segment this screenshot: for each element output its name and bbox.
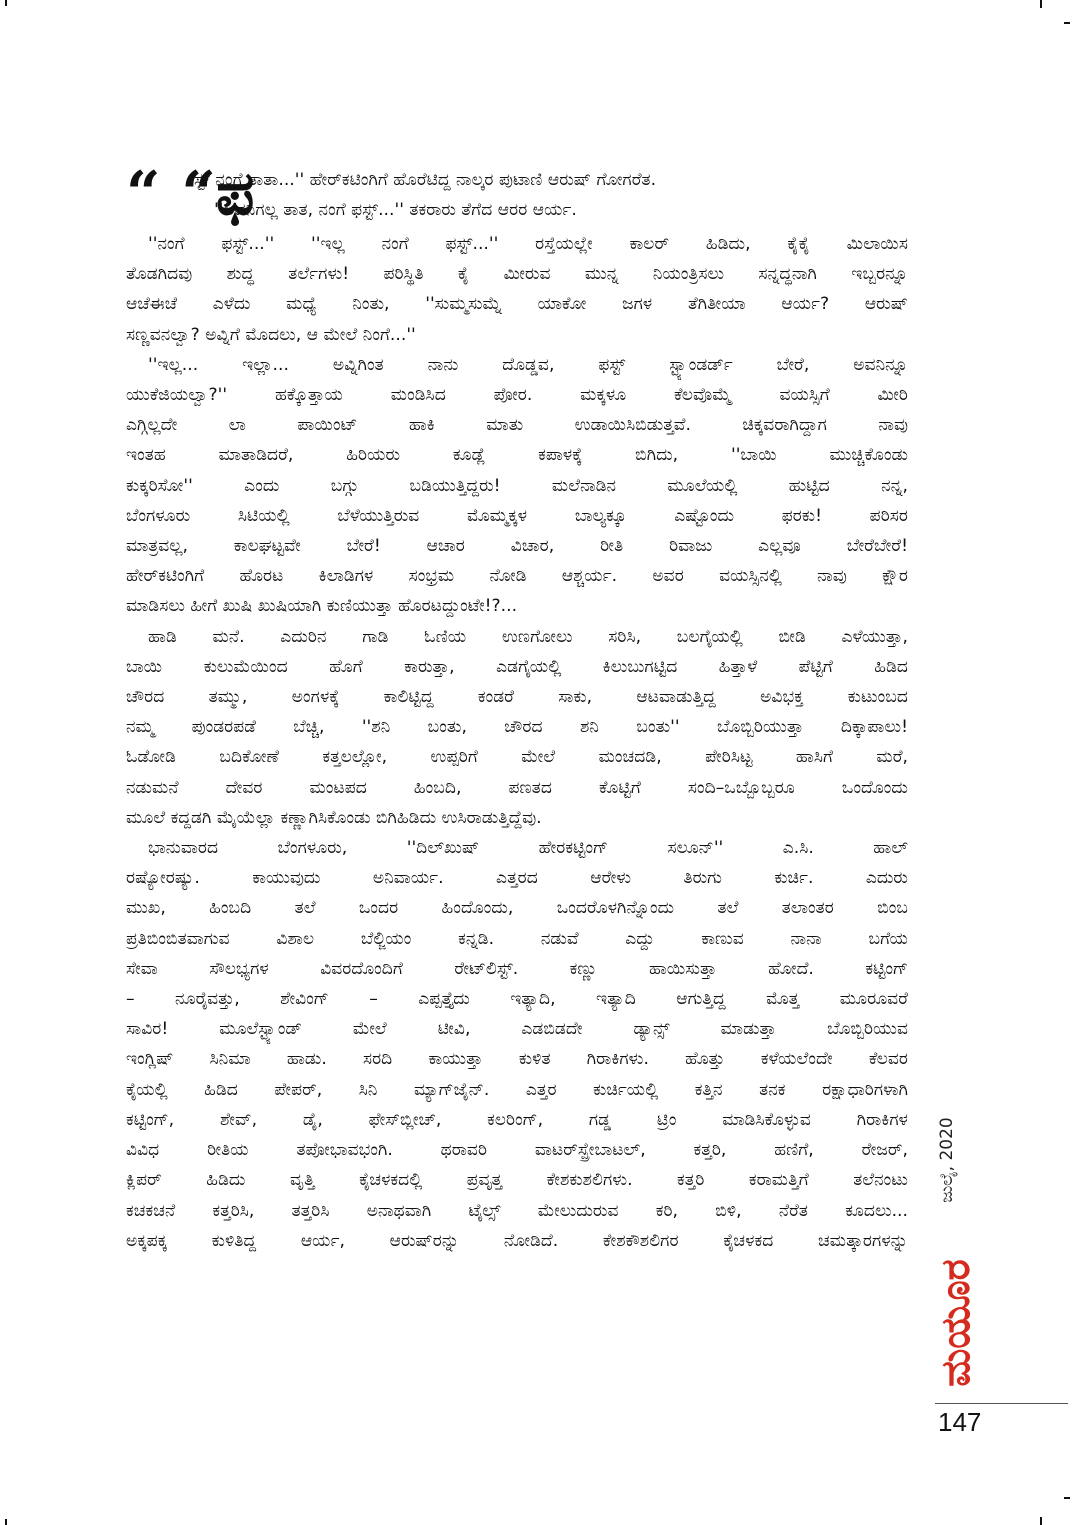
text-line: ಅಕ್ಕಪಕ್ಕ ಕುಳಿತಿದ್ದ ಆರ್ಯ, ಆರುಷ್‌ರನ್ನು ನೋಡಿದೆ. ಕೇಶಕೌಶಲಿಗರ ಕೈಚಳಕದ ಚಮತ್ಕಾರಗಳನ್ನು <box>126 1230 908 1251</box>
text-line: ಸೇವಾ ಸೌಲಭ್ಯಗಳ ವಿವರದೊಂದಿಗೆ ರೇಟ್‌ಲಿಸ್ಟ್. ಕಣ್ಣು ಹಾಯಿಸುತ್ತಾ ಹೋದೆ. ಕಟ್ಟಿಂಗ್ <box>126 958 908 979</box>
paragraph-2 <box>126 350 908 622</box>
text-line: ಕುಕ್ಕರಿಸೋ'' ಎಂದು ಬಗ್ಗು ಬಡಿಯುತ್ತಿದ್ದರು! ಮಲೆನಾಡಿನ ಮೂಲೆಯಲ್ಲಿ ಹುಟ್ಟಿದ ನನ್ನ, <box>126 475 908 496</box>
text-line: ಬಾಯಿ ಕುಲುಮೆಯಿಂದ ಹೊಗೆ ಕಾರುತ್ತಾ, ಎಡಗೈಯಲ್ಲಿ ಕಿಲುಬುಗಟ್ಟಿದ ಹಿತ್ತಾಳೆ ಪೆಟ್ಟಿಗೆ ಹಿಡಿದ <box>126 656 908 677</box>
text-line: ಎಗ್ಗಿಲ್ಲದೇ ಲಾ ಪಾಯಿಂಟ್ ಹಾಕಿ ಮಾತು ಉಡಾಯಿಸಿಬಿಡುತ್ತವೆ. ಚಿಕ್ಕವರಾಗಿದ್ದಾಗ ನಾವು <box>126 415 908 436</box>
text-line: ಆಚೆಈಚೆ ಎಳೆದು ಮಧ್ಯೆ ನಿಂತು, ''ಸುಮ್ಮಸುಮ್ನೆ ಯಾಕೋ ಜಗಳ ತೆಗಿತೀಯಾ ಆರ್ಯ? ಆರುಷ್ <box>126 294 908 315</box>
text-line: ಇಂಗ್ಲಿಷ್ ಸಿನಿಮಾ ಹಾಡು. ಸರದಿ ಕಾಯುತ್ತಾ ಕುಳಿತ ಗಿರಾಕಿಗಳು. ಹೊತ್ತು ಕಳೆಯಲೆಂದೇ ಕೆಲವರ <box>126 1049 908 1070</box>
text-line: ಹಾಡಿ ಮನೆ. ಎದುರಿನ ಗಾಡಿ ಓಣಿಯ ಉಣಗೋಲು ಸರಿಸಿ, ಬಲಗೈಯಲ್ಲಿ ಬೀಡಿ ಎಳೆಯುತ್ತಾ, <box>148 626 908 647</box>
crop-mark-top-left <box>5 0 7 6</box>
issue-date <box>932 1100 962 1220</box>
text-line: ಪ್ರತಿಬಿಂಬಿತವಾಗುವ ವಿಶಾಲ ಬೆಲ್ಜಿಯಂ ಕನ್ನಡಿ. ನಡುವೆ ಎದ್ದು ಕಾಣುವ ನಾನಾ ಬಗೆಯ <box>126 928 908 949</box>
magazine-logo-text: ಮಯೂರ <box>933 1259 979 1387</box>
crop-mark-top-right <box>1040 0 1042 8</box>
text-line: ಸಾವಿರ! ಮೂಲೆಸ್ಟ್ಯಾಂಡ್ ಮೇಲೆ ಟೀವಿ, ಎಡಬಿಡದೇ ಡ್ಯಾನ್ಸ್ ಮಾಡುತ್ತಾ ಬೊಬ್ಬಿರಿಯುವ <box>126 1019 908 1040</box>
text-line: ಹೇರ್‌ಕಟಿಂಗಿಗೆ ಹೊರಟ ಕಿಲಾಡಿಗಳ ಸಂಭ್ರಮ ನೋಡಿ ಆಶ್ಚರ್ಯ. ಅವರ ವಯಸ್ಸಿನಲ್ಲಿ ನಾವು ಕ್ಷೌರ <box>126 566 908 587</box>
article-body <box>126 159 908 1256</box>
opening-lines <box>126 159 908 229</box>
text-line: ಕೈಯಲ್ಲಿ ಹಿಡಿದ ಪೇಪರ್, ಸಿನಿ ಮ್ಯಾಗ್‌ಜೈನ್. ಎತ್ತರ ಕುರ್ಚಿಯಲ್ಲಿ ಕತ್ತಿನ ತನಕ ರಕ್ಷಾಧಾರಿಗಳಾಗಿ <box>126 1079 908 1100</box>
text-line: ತೊಡಗಿದವು ಶುದ್ಧ ತರ್ಲೆಗಳು! ಪರಿಸ್ಥಿತಿ ಕೈ ಮೀರುವ ಮುನ್ನ ನಿಯಂತ್ರಿಸಲು ಸನ್ನದ್ಧನಾಗಿ ಇಬ್ಬರನ್ನೂ <box>126 264 908 285</box>
opening-line-2: ''ಅವನಿಗಲ್ಲ ತಾತ, ನಂಗೆ ಫಸ್ಟ್...'' ತಕರಾರು ತೆಗೆದ ಆರರ ಆರ್ಯ. <box>214 200 577 221</box>
text-line: ನಡುಮನೆ ದೇವರ ಮಂಟಪದ ಹಿಂಬದಿ, ಪಣತದ ಕೊಟ್ಟಿಗೆ ಸಂದಿ–ಒಬ್ಬೊಬ್ಬರೂ ಒಂದೊಂದು <box>126 777 908 798</box>
text-line: ಕ್ಲಿಪರ್ ಹಿಡಿದು ವೃತ್ತಿ ಕೈಚಳಕದಲ್ಲಿ ಪ್ರವೃತ್ತ ಕೇಶಕುಶಲಿಗಳು. ಕತ್ತರಿ ಕರಾಮತ್ತಿಗೆ ತಲೆನಂಟು <box>126 1170 908 1191</box>
crop-mark-bottom-left <box>5 1519 7 1525</box>
text-line: ಕಚಕಚನೆ ಕತ್ತರಿಸಿ, ತತ್ತರಿಸಿ ಅನಾಥವಾಗಿ ಟೈಲ್ಸ್ ಮೇಲುದುರುವ ಕರಿ, ಬಿಳಿ, ನೆರೆತ ಕೂದಲು... <box>126 1200 908 1221</box>
text-line: ಸಣ್ಣವನಲ್ವಾ? ಅವ್ನಿಗೆ ಮೊದಲು, ಆ ಮೇಲೆ ನಿಂಗೆ...'' <box>126 324 416 345</box>
paragraph-1 <box>126 229 908 350</box>
text-line: ಇಂತಹ ಮಾತಾಡಿದರೆ, ಹಿರಿಯರು ಕೂಡ್ಲೆ ಕಪಾಳಕ್ಕೆ ಬಿಗಿದು, ''ಬಾಯಿ ಮುಚ್ಚಿಕೊಂಡು <box>126 445 908 466</box>
paragraph-4 <box>126 833 908 1256</box>
text-line: ಕಟ್ಟಿಂಗ್, ಶೇವ್, ಡೈ, ಫೇಸ್‌ಬ್ಲೀಚ್, ಕಲರಿಂಗ್, ಗಡ್ಡ ಟ್ರಿಂ ಮಾಡಿಸಿಕೊಳ್ಳುವ ಗಿರಾಕಿಗಳ <box>126 1109 908 1130</box>
opening-line-1: ಸ್ಟ್ ನಂಗೆ ತಾತಾ...'' ಹೇರ್‌ಕಟಿಂಗಿಗೆ ಹೊರೆಟಿದ್ದ ನಾಲ್ಕರ ಪುಟಾಣಿ ಆರುಷ್ ಗೋಗರೆತ. <box>194 170 657 190</box>
text-line: ಭಾನುವಾರದ ಬೆಂಗಳೂರು, ''ದಿಲ್‌ಖುಷ್ ಹೇರಕಟ್ಟಿಂಗ್ ಸಲೂನ್'' ಎ.ಸಿ. ಹಾಲ್ <box>148 838 908 859</box>
text-line: – ನೂರೈವತ್ತು, ಶೇವಿಂಗ್ – ಎಪ್ಪತ್ತೈದು ಇತ್ಯಾದಿ, ಇತ್ಯಾದಿ ಆಗುತ್ತಿದ್ದ ಮೊತ್ತ ಮೂರೂವರೆ <box>126 989 908 1010</box>
paragraph-3 <box>126 622 908 833</box>
text-line: ''ಇಲ್ಲ... ಇಲ್ಲಾ... ಅವ್ನಿಗಿಂತ ನಾನು ದೊಡ್ಡವ, ಫಸ್ಟ್ ಸ್ಟ್ಯಾಂಡರ್ಡ್ ಬೇರೆ, ಅವನಿನ್ನೂ <box>148 354 908 375</box>
text-line: ಮೂಲೆ ಕದ್ದಡಗಿ ಮೈಯೆಲ್ಲಾ ಕಣ್ಣಾಗಿಸಿಕೊಂಡು ಬಿಗಿಹಿಡಿದು ಉಸಿರಾಡುತ್ತಿದ್ದೆವು. <box>126 807 542 828</box>
text-line: ಮಾಡಿಸಲು ಹೀಗೆ ಖುಷಿ ಖುಷಿಯಾಗಿ ಕುಣಿಯುತ್ತಾ ಹೊರಟದ್ದುಂಟೇ!?... <box>126 596 518 617</box>
text-line: ಓಡೋಡಿ ಬದಿಕೋಣೆ ಕತ್ತಲಲ್ಲೋ, ಉಪ್ಪರಿಗೆ ಮೇಲೆ ಮಂಚದಡಿ, ಪೇರಿಸಿಟ್ಟ ಹಾಸಿಗೆ ಮರೆ, <box>126 747 908 768</box>
page-number: 147 <box>938 1407 982 1437</box>
issue-date-text: ಜುಲೈ, 2020 <box>937 1117 957 1203</box>
crop-mark-right-bottom <box>1064 1497 1070 1499</box>
text-line: ಬೆಂಗಳೂರು ಸಿಟಿಯಲ್ಲಿ ಬೆಳೆಯುತ್ತಿರುವ ಮೊಮ್ಮಕ್ಕಳ ಬಾಲ್ಯಕ್ಕೂ ಎಷ್ಟೊಂದು ಫರಕು! ಪರಿಸರ <box>126 505 908 526</box>
text-line: ಚೌರದ ತಮ್ಮು, ಅಂಗಳಕ್ಕೆ ಕಾಲಿಟ್ಟಿದ್ದ ಕಂಡರೆ ಸಾಕು, ಆಟವಾಡುತ್ತಿದ್ದ ಅವಿಭಕ್ತ ಕುಟುಂಬದ <box>126 687 908 708</box>
text-line: ಮಾತ್ರವಲ್ಲ, ಕಾಲಘಟ್ಟವೇ ಬೇರೆ! ಆಚಾರ ವಿಚಾರ, ರೀತಿ ರಿವಾಜು ಎಲ್ಲವೂ ಬೇರೆಬೇರೆ! <box>126 536 908 557</box>
text-line: ವಿವಿಧ ರೀತಿಯ ತಪೋಭಾವಭಂಗಿ. ಥರಾವರಿ ವಾಟರ್‌ಸ್ಪ್ರೇಬಾಟಲ್, ಕತ್ತರಿ, ಹಣಿಗೆ, ರೇಜರ್, <box>126 1140 908 1161</box>
text-line: ನಮ್ಮ ಪುಂಡರಪಡೆ ಬೆಚ್ಚಿ, ''ಶನಿ ಬಂತು, ಚೌರದ ಶನಿ ಬಂತು'' ಬೊಬ್ಬಿರಿಯುತ್ತಾ ದಿಕ್ಕಾಪಾಲು! <box>126 717 908 738</box>
drop-cap: “ “ಫ <box>126 159 255 229</box>
text-line: ರಷ್ಯೋರಷ್ಯು. ಕಾಯುವುದು ಅನಿವಾರ್ಯ. ಎತ್ತರದ ಆರೇಳು ತಿರುಗು ಕುರ್ಚಿ. ಎದುರು <box>126 868 908 889</box>
crop-mark-bottom-right <box>1040 1517 1042 1525</box>
text-line: ''ನಂಗೆ ಫಸ್ಟ್...'' ''ಇಲ್ಲ ನಂಗೆ ಫಸ್ಟ್...'' ರಸ್ತೆಯಲ್ಲೇ ಕಾಲರ್ ಹಿಡಿದು, ಕೈಕೈ ಮಿಲಾಯಿಸ <box>148 234 908 254</box>
page-number-rule <box>935 1403 1068 1404</box>
text-line: ಯುಕೆಜಿಯಲ್ವಾ?'' ಹಕ್ಕೊತ್ತಾಯ ಮಂಡಿಸಿದ ಪೋರ. ಮಕ್ಕಳೂ ಕೆಲವೊಮ್ಮೆ ವಯಸ್ಸಿಗೆ ಮೀರಿ <box>126 385 908 406</box>
magazine-logo <box>928 1228 984 1418</box>
crop-mark-right-top <box>1064 22 1070 24</box>
text-line: ಮುಖ, ಹಿಂಬದಿ ತಲೆ ಒಂದರ ಹಿಂದೊಂದು, ಒಂದರೊಳಗಿನ್ನೊಂದು ತಲೆ ತಲಾಂತರ ಬಿಂಬ <box>126 898 908 919</box>
